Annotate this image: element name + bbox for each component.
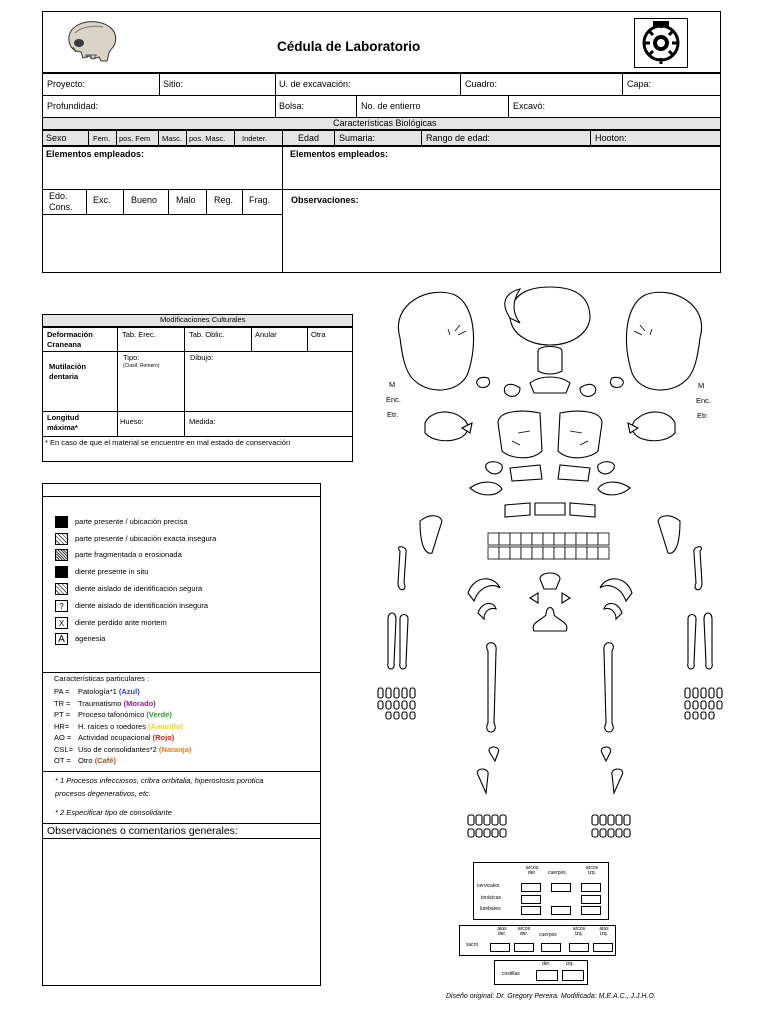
particular-text: Proceso tafonómico	[78, 710, 145, 719]
rango-edad-field[interactable]: Rango de edad:	[426, 133, 491, 143]
note-1a: * 1 Procesos infecciosos, cribra orrbitalia, hiperostosis porotica	[55, 776, 264, 785]
particular-item	[54, 686, 314, 698]
legend-symbol-x: X	[55, 617, 68, 629]
particulares-heading: Características particulares :	[54, 674, 150, 683]
alas-der-box[interactable]	[490, 943, 510, 952]
elementos-left-label: Elementos empleados:	[46, 149, 145, 159]
particular-text: Actividad ocupacional	[78, 733, 151, 742]
scapula-left	[420, 516, 442, 554]
exc-option[interactable]: Exc.	[93, 195, 111, 205]
pos-masc-option[interactable]: pos. Masc.	[189, 134, 226, 143]
foot-left	[468, 815, 506, 837]
legend-label: parte fragmentada o erosionada	[75, 550, 182, 559]
note-1b: procesos degenerativos, etc.	[55, 789, 151, 798]
elementos-right-label: Elementos empleados:	[290, 149, 389, 159]
particular-code: PA =	[54, 687, 70, 696]
radius-right	[704, 613, 712, 669]
no-entierro-field[interactable]: No. de entierro	[361, 101, 421, 111]
particular-color-label: (Morado)	[123, 698, 156, 708]
particular-text: H. raíces o roedores	[78, 721, 146, 731]
bueno-option[interactable]: Bueno	[131, 195, 158, 205]
reg-option[interactable]: Reg.	[214, 195, 234, 205]
ulna-left	[400, 615, 408, 670]
hand-right	[685, 688, 722, 719]
particular-text: Traumatismo	[78, 698, 122, 708]
deformacion-label: Deformación Craneana	[47, 330, 93, 349]
legend-symbol-solid	[55, 566, 68, 578]
zygoma-right	[558, 411, 602, 458]
tab-erec-option[interactable]: Tab. Erec.	[122, 330, 156, 339]
particular-color-label: (Café)	[94, 756, 116, 765]
cervical-arcos-der-box[interactable]	[521, 883, 541, 892]
parietal-right	[626, 292, 701, 390]
sumaria-field[interactable]: Sumaria:	[339, 133, 376, 143]
particular-code: HR=	[54, 721, 70, 731]
cultural-footnote: * En caso de que el material se encuentre en mal estado de conservación	[45, 438, 291, 447]
particular-item	[54, 744, 314, 756]
bolsa-field[interactable]: Bolsa:	[279, 101, 305, 111]
toracica-arcos-der-box[interactable]	[521, 895, 541, 904]
tibia-left	[477, 769, 488, 793]
frontal-bone	[510, 287, 590, 345]
lumbares-label: lumbares	[480, 906, 501, 912]
hueso-field[interactable]: Hueso:	[120, 417, 144, 426]
ulna-right	[688, 615, 696, 670]
alas-izq-label: alas izq.	[599, 926, 609, 937]
arcos-der-label: arcos der.	[525, 865, 539, 876]
sacro-arcos-der-label: arcos der.	[517, 926, 531, 937]
cultural-heading: Modificaciones Culturales	[160, 315, 246, 324]
capa-field[interactable]: Capa:	[627, 79, 652, 89]
legend-label: agenesia	[75, 634, 106, 643]
costillas-der-box[interactable]	[536, 970, 558, 981]
legend-symbol-a: A	[55, 633, 68, 645]
m-label-right: M	[698, 381, 705, 390]
femur-right	[604, 643, 614, 732]
foot-right	[592, 815, 630, 837]
particular-item	[54, 698, 314, 710]
proyecto-field[interactable]: Proyecto:	[47, 79, 86, 89]
cuadro-field[interactable]: Cuadro:	[465, 79, 498, 89]
particular-color-label: (Verde)	[146, 710, 172, 719]
profundidad-field[interactable]: Profundidad:	[47, 101, 99, 111]
m-label-left: M	[389, 380, 396, 389]
costillas-izq-box[interactable]	[562, 970, 584, 981]
masc-option[interactable]: Masc.	[162, 134, 183, 143]
anular-option[interactable]: Anular	[255, 330, 277, 339]
particular-color-label: (Naranja)	[158, 744, 192, 754]
particular-color-label: (Amarillo)	[148, 721, 184, 731]
bio-lower-box	[42, 146, 721, 273]
toracica-arcos-izq-box[interactable]	[581, 895, 601, 904]
particular-code: PT =	[54, 710, 70, 719]
cervical-cuerpos-box[interactable]	[551, 883, 571, 892]
edad-label: Edad	[298, 133, 320, 143]
cuerpos-label: cuerpos	[548, 870, 566, 876]
pos-fem-option[interactable]: pos. Fem	[119, 134, 151, 143]
particular-item	[54, 732, 314, 744]
sacro-arcos-der-box[interactable]	[514, 943, 534, 952]
particular-code: TR =	[54, 698, 71, 708]
particular-item	[54, 755, 314, 767]
frag-option[interactable]: Frag.	[249, 195, 271, 205]
sacro-cuerpos-label: cuerpos	[539, 932, 557, 938]
particular-item	[54, 721, 314, 733]
lumbar-arcos-der-box[interactable]	[521, 906, 541, 915]
tab-oblic-option[interactable]: Tab. Oblic.	[189, 330, 225, 339]
humerus-right	[694, 547, 702, 590]
etr-label-right: Etr.	[697, 411, 709, 420]
legend-label: diente aislado de identificación segura	[75, 584, 203, 593]
enc-label-left: Enc.	[386, 395, 402, 404]
particular-code: AO =	[54, 733, 72, 742]
humerus-left	[398, 547, 406, 590]
indeter-option[interactable]: Indeter.	[242, 134, 268, 143]
zygoma-left	[498, 411, 542, 458]
bio-heading: Características Biológicas	[333, 118, 437, 128]
particular-color-label: (Rojo)	[152, 733, 175, 742]
enc-label-right: Enc.	[696, 396, 712, 405]
legend-symbol-hatch	[55, 583, 68, 595]
sphenoid	[530, 377, 570, 393]
hand-left	[378, 688, 415, 719]
occipital	[538, 347, 562, 375]
u-excavacion-field[interactable]: U. de excavación:	[279, 79, 351, 89]
edo-cons-label: Edo. Cons.	[49, 191, 73, 212]
sexo-label: Sexo	[46, 133, 67, 143]
legend-label: diente perdido ante mortem	[75, 618, 167, 627]
legend-label: diente presente in situ	[75, 567, 149, 576]
femur-left	[487, 643, 497, 732]
scapula-right	[658, 516, 680, 554]
radius-left	[388, 613, 396, 669]
note-2: * 2 Especificar tipo de consolidante	[55, 808, 172, 817]
obs-general-label: Observaciones o comentarios generales:	[47, 825, 238, 837]
cost-izq-label: izq.	[566, 961, 574, 967]
legend-label: diente aislado de identificación insegura	[75, 601, 209, 610]
cost-der-label: der.	[542, 961, 551, 967]
particular-item	[54, 709, 314, 721]
toracicas-label: torácicas	[481, 895, 502, 901]
etr-label-left: Etr.	[387, 410, 399, 419]
sacro-cuerpos-box[interactable]	[541, 943, 561, 952]
sitio-field[interactable]: Sitio:	[163, 79, 184, 89]
tipo-note: (Clasif. Romero)	[123, 363, 160, 369]
medida-field[interactable]: Medida:	[189, 417, 216, 426]
sacro-label: sacro	[466, 942, 479, 948]
legend-symbol-hatch	[55, 533, 68, 545]
legend-label: parte presente / ubicación exacta insegura	[75, 534, 217, 543]
dibujo-field[interactable]: Dibujo:	[190, 353, 214, 362]
lumbar-arcos-izq-box[interactable]	[581, 906, 601, 915]
maya-emblem-icon	[634, 18, 688, 68]
temporal-right	[632, 412, 675, 441]
legend-symbol-solid	[55, 516, 68, 528]
observaciones-label: Observaciones:	[291, 195, 359, 205]
parietal-left	[398, 292, 473, 390]
fem-option[interactable]: Fem.	[93, 134, 111, 143]
temporal-left	[425, 412, 468, 441]
arcos-izq-label: arcos izq.	[585, 865, 599, 876]
malo-option[interactable]: Malo	[176, 195, 196, 205]
particulares-list	[54, 686, 314, 767]
row-proyecto	[42, 73, 721, 96]
particular-color-label: (Azul)	[118, 687, 140, 696]
legend-label: parte presente / ubicación precisa	[75, 517, 188, 526]
otra-option[interactable]: Otra	[311, 330, 326, 339]
cervical-arcos-izq-box[interactable]	[581, 883, 601, 892]
design-credit: Diseño original: Dr. Gregory Pereira. Modificada: M.E.A.C., J.J.H.O.	[446, 993, 656, 1000]
particular-text: Uso de consolidantes*2	[78, 744, 157, 754]
cervicales-label: cervicales	[477, 883, 500, 889]
skull-icon	[63, 19, 121, 65]
longitud-label: Longitud máxima*	[47, 413, 80, 432]
alas-izq-box[interactable]	[593, 943, 613, 952]
tipo-field[interactable]: Tipo:	[123, 353, 140, 362]
particular-code: OT =	[54, 756, 71, 765]
alas-der-label: alas der.	[497, 926, 507, 937]
excavo-field[interactable]: Excavó:	[513, 101, 546, 111]
costillas-label: costillas	[502, 971, 520, 977]
particular-text: Patología*1	[78, 687, 117, 696]
hooton-field[interactable]: Hooton:	[595, 133, 627, 143]
particular-code: CSL=	[54, 744, 73, 754]
lumbar-cuerpos-box[interactable]	[551, 906, 571, 915]
particular-text: Otro	[78, 756, 93, 765]
skeleton-diagram[interactable]	[370, 283, 730, 853]
mutilacion-label: Mutilación dentaria	[49, 362, 87, 381]
legend-symbol-question: ?	[55, 600, 68, 612]
sacro-arcos-izq-label: arcos izq.	[572, 926, 586, 937]
page-title: Cédula de Laboratorio	[277, 39, 421, 54]
tibia-right	[612, 769, 623, 793]
legend-symbol-dots	[55, 549, 68, 561]
dental-chart	[488, 533, 609, 559]
sacro-arcos-izq-box[interactable]	[569, 943, 589, 952]
